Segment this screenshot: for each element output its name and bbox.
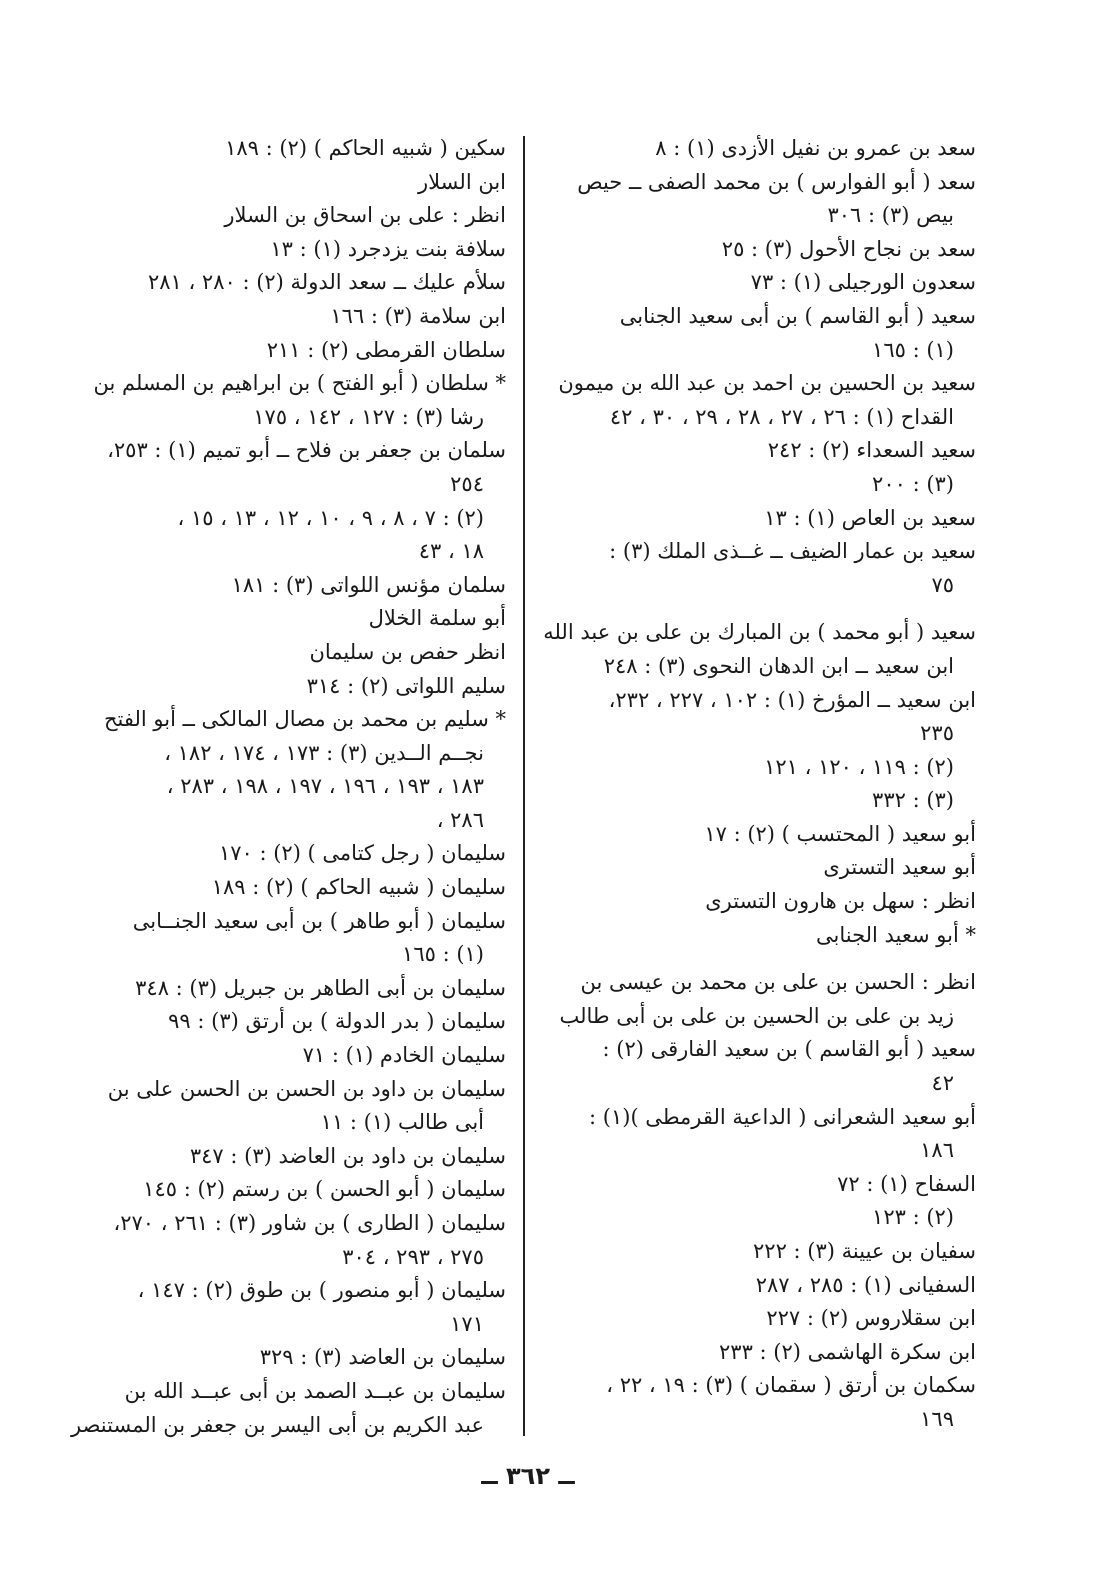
entry-heading-line: انظر : الحسن بن على بن محمد بن عيسى بن <box>580 970 976 995</box>
entry-heading-line: سليمان ( شبيه الحاكم ) (٢) : ١٨٩ <box>211 875 506 900</box>
entry-continuation-line: القداح (١) : ٢٦ ، ٢٧ ، ٢٨ ، ٢٩ ، ٣٠ ، ٤٢ <box>609 404 954 429</box>
index-entry <box>526 1033 976 1100</box>
entry-heading-line: ابن سكرة الهاشمى (٢) : ٢٣٣ <box>719 1339 976 1364</box>
entry-continuation-line: ٤٢ <box>931 1071 954 1096</box>
entry-heading-line: سعيد السعداء (٢) : ٢٤٢ <box>767 438 976 463</box>
entry-heading-line: سلمان مؤنس اللواتى (٣) : ١٨١ <box>231 572 506 597</box>
entry-continuation-line: ١٦٩ <box>920 1406 954 1431</box>
entry-heading-line: سعيد ( أبو القاسم ) بن سعيد الفارقى (٢) : <box>602 1037 976 1062</box>
entry-heading-line: سعيد بن عمار الضيف ــ غــذى الملك (٣) : <box>609 539 976 564</box>
entry-heading-line: ابن سقلاروس (٢) : ٢٢٧ <box>766 1306 976 1331</box>
index-entry <box>526 1235 976 1269</box>
entry-continuation-line: بيص (٣) : ٣٠٦ <box>827 203 954 228</box>
right-column <box>526 132 976 1437</box>
index-entry <box>526 166 976 233</box>
index-entry <box>76 266 506 300</box>
entry-heading-line: أبو سلمة الخلال <box>368 606 506 631</box>
entry-continuation-line: ٢٣٥ <box>920 721 954 746</box>
entry-heading-line: * سليم بن محمد بن مصال المالكى ــ أبو الفتح <box>103 707 506 732</box>
entry-continuation-line: ٢٥٤ <box>450 471 484 496</box>
entry-continuation-line: (٣) : ٣٣٢ <box>872 788 954 813</box>
entry-continuation-line: ١٨٦ <box>920 1138 954 1163</box>
index-entry <box>526 818 976 852</box>
index-entry <box>76 1073 506 1140</box>
index-entry <box>76 636 506 670</box>
entry-heading-line: سلمان بن جعفر بن فلاح ــ أبو تميم (١) : ٢٥٣، <box>107 438 506 463</box>
entry-heading-line: سكمان بن أرتق ( سقمان ) (٣) : ١٩ ، ٢٢ ، <box>606 1373 976 1398</box>
index-entry <box>76 300 506 334</box>
entry-heading-line: سعيد ( أبو القاسم ) بن أبى سعيد الجنابى <box>619 303 976 328</box>
entry-continuation-line: عبد الكريم بن أبى اليسر بن جعفر بن المستنصر <box>71 1412 484 1437</box>
entry-heading-line: ابن السلار <box>418 169 506 194</box>
index-entry <box>76 1005 506 1039</box>
index-entry <box>76 703 506 837</box>
entry-heading-line: سلافة بنت يزدجرد (١) : ١٣ <box>270 236 506 261</box>
entry-continuation-line: ١٧١ <box>450 1311 484 1336</box>
index-entry <box>76 199 506 233</box>
entry-heading-line: سليمان بن العاضد (٣) : ٣٢٩ <box>259 1345 506 1370</box>
index-entry <box>526 851 976 885</box>
index-entry <box>526 919 976 953</box>
entry-heading-line: سليمان ( بدر الدولة ) بن أرتق (٣) : ٩٩ <box>168 1009 506 1034</box>
entry-heading-line: سعيد ( أبو محمد ) بن المبارك بن على بن عبد الله <box>543 620 976 645</box>
entry-heading-line: سعيد بن الحسين بن احمد بن عبد الله بن ميمون <box>558 371 976 396</box>
entry-heading-line: سليمان الخادم (١) : ٧١ <box>302 1043 506 1068</box>
entry-heading-line: سفيان بن عيينة (٣) : ٢٢٢ <box>753 1239 976 1263</box>
entry-heading-line: سلأم عليك ــ سعد الدولة (٢) : ٢٨٠ ، ٢٨١ <box>147 270 506 295</box>
entry-heading-line: سكين ( شبيه الحاكم ) (٢) : ١٨٩ <box>225 136 506 160</box>
entry-heading-line: سليمان بن داود بن الحسن بن الحسن على بن <box>107 1076 506 1101</box>
index-entry <box>526 1269 976 1303</box>
entry-continuation-line: (٢) : ١١٩ ، ١٢٠ ، ١٢١ <box>764 754 954 779</box>
index-entry <box>526 300 976 367</box>
entry-continuation-line: ٢٧٥ ، ٢٩٣ ، ٣٠٤ <box>342 1244 484 1269</box>
page-number: ــ ٣٦٢ ــ <box>481 1462 575 1490</box>
entry-heading-line: السفاح (١) : ٧٢ <box>837 1171 976 1196</box>
index-entry <box>76 1173 506 1207</box>
entry-gap <box>526 602 976 616</box>
entry-heading-line: * أبو سعيد الجنابى <box>815 922 976 947</box>
entry-heading-line: أبو سعيد التسترى <box>823 855 976 880</box>
entry-continuation-line: نجــم الــدين (٣) : ١٧٣ ، ١٧٤ ، ١٨٢ ، <box>164 740 484 765</box>
left-column <box>71 132 506 1442</box>
index-entry <box>76 166 506 200</box>
entry-heading-line: سليمان بن عبــد الصمد بن أبى عبــد الله بن <box>124 1378 506 1403</box>
entry-heading-line: * سلطان ( أبو الفتح ) بن ابراهيم بن المسلم بن <box>93 371 506 396</box>
entry-heading-line: السفيانى (١) : ٢٨٥ ، ٢٨٧ <box>755 1272 976 1297</box>
entry-heading-line: سليمان بن داود بن العاضد (٣) : ٣٤٧ <box>189 1143 506 1168</box>
index-entry <box>76 334 506 368</box>
entry-heading-line: سعد ( أبو الفوارس ) بن محمد الصفى ــ حيص <box>577 169 976 194</box>
entry-continuation-line: رشا (٣) : ١٢٧ ، ١٤٢ ، ١٧٥ <box>253 404 484 429</box>
index-entry <box>526 1101 976 1168</box>
index-entry <box>76 434 506 568</box>
index-entry <box>76 972 506 1006</box>
entry-continuation-line: (١) : ١٦٥ <box>402 942 484 967</box>
index-entry <box>76 132 506 166</box>
entry-heading-line: سليمان بن أبى الطاهر بن جبريل (٣) : ٣٤٨ <box>135 975 506 1000</box>
entry-heading-line: انظر : على بن اسحاق بن السلار <box>224 203 506 228</box>
entry-continuation-line: (١) : ١٦٥ <box>872 337 954 362</box>
entry-continuation-line: ابن سعيد ــ ابن الدهان النحوى (٣) : ٢٤٨ <box>603 653 954 678</box>
index-entry <box>76 670 506 704</box>
entry-heading-line: سعيد بن العاص (١) : ١٣ <box>764 505 976 530</box>
entry-continuation-line: أبى طالب (١) : ١١ <box>320 1110 484 1135</box>
entry-heading-line: ابن سعيد ــ المؤرخ (١) : ١٠٢ ، ٢٢٧ ، ٢٣٢، <box>608 687 976 712</box>
entry-heading-line: انظر حفص بن سليمان <box>309 639 506 664</box>
index-entry <box>526 367 976 434</box>
index-entry <box>526 966 976 1033</box>
entry-heading-line: سليمان ( رجل كتامى ) (٢) : ١٧٠ <box>218 841 506 866</box>
index-entry <box>526 616 976 683</box>
index-entry <box>76 871 506 905</box>
entry-heading-line: ابن سلامة (٣) : ١٦٦ <box>330 303 506 328</box>
index-entry <box>526 233 976 267</box>
index-entry <box>526 502 976 536</box>
index-entry <box>526 535 976 602</box>
entry-heading-line: سليمان ( الطارى ) بن شاور (٣) : ٢٦١ ، ٢٧٠، <box>113 1211 506 1235</box>
entry-continuation-line: (٢) : ١٢٣ <box>872 1205 954 1230</box>
entry-heading-line: أبو سعيد الشعرانى ( الداعية القرمطى )(١) : <box>589 1104 976 1129</box>
entry-continuation-line: ٧٥ <box>931 572 954 597</box>
index-entry <box>526 1336 976 1370</box>
entry-heading-line: سليمان ( أبو منصور ) بن طوق (٢) : ١٤٧ ، <box>137 1278 506 1303</box>
index-entry <box>76 1140 506 1174</box>
entry-continuation-line: ١٨٣ ، ١٩٣ ، ١٩٦ ، ١٩٧ ، ١٩٨ ، ٢٨٣ ، <box>166 774 484 799</box>
index-entry <box>526 1302 976 1336</box>
index-entry <box>76 602 506 636</box>
index-entry <box>76 233 506 267</box>
index-entry <box>76 367 506 434</box>
entry-heading-line: سعدون الورجيلى (١) : ٧٣ <box>750 270 976 295</box>
entry-continuation-line: (٢) : ٧ ، ٨ ، ٩ ، ١٠ ، ١٢ ، ١٣ ، ١٥ ، <box>177 505 484 530</box>
index-entry <box>76 905 506 972</box>
entry-continuation-line: ٢٨٦ ، <box>436 807 484 832</box>
index-entry <box>526 266 976 300</box>
entry-continuation-line: (٣) : ٢٠٠ <box>872 471 954 496</box>
entry-heading-line: سلطان القرمطى (٢) : ٢١١ <box>266 337 506 362</box>
index-entry <box>526 132 976 166</box>
index-entry <box>71 1375 506 1442</box>
entry-gap <box>526 952 976 966</box>
index-entry <box>76 1341 506 1375</box>
entry-heading-line: انظر : سهل بن هارون التسترى <box>705 889 976 914</box>
index-entry <box>526 684 976 818</box>
entry-heading-line: سعد بن عمرو بن نفيل الأزدى (١) : ٨ <box>655 136 976 160</box>
index-entry <box>76 1274 506 1341</box>
index-entry <box>76 1039 506 1073</box>
entry-continuation-line: زيد بن على بن الحسين بن على بن أبى طالب <box>559 1003 954 1028</box>
index-entry <box>526 1369 976 1436</box>
entry-heading-line: سليم اللواتى (٢) : ٣١٤ <box>306 673 506 698</box>
entry-heading-line: سليمان ( أبو الحسن ) بن رستم (٢) : ١٤٥ <box>143 1177 506 1202</box>
index-entry <box>526 885 976 919</box>
index-entry <box>76 569 506 603</box>
entry-heading-line: سعد بن نجاح الأحول (٣) : ٢٥ <box>721 236 976 261</box>
column-divider <box>523 136 525 1436</box>
index-entry <box>76 837 506 871</box>
index-entry <box>526 1168 976 1235</box>
index-entry <box>526 434 976 501</box>
index-entry <box>76 1207 506 1274</box>
entry-continuation-line: ١٨ ، ٤٣ <box>418 539 484 564</box>
entry-heading-line: سليمان ( أبو طاهر ) بن أبى سعيد الجنــابى <box>132 908 506 933</box>
entry-heading-line: أبو سعيد ( المحتسب ) (٢) : ١٧ <box>704 821 976 846</box>
